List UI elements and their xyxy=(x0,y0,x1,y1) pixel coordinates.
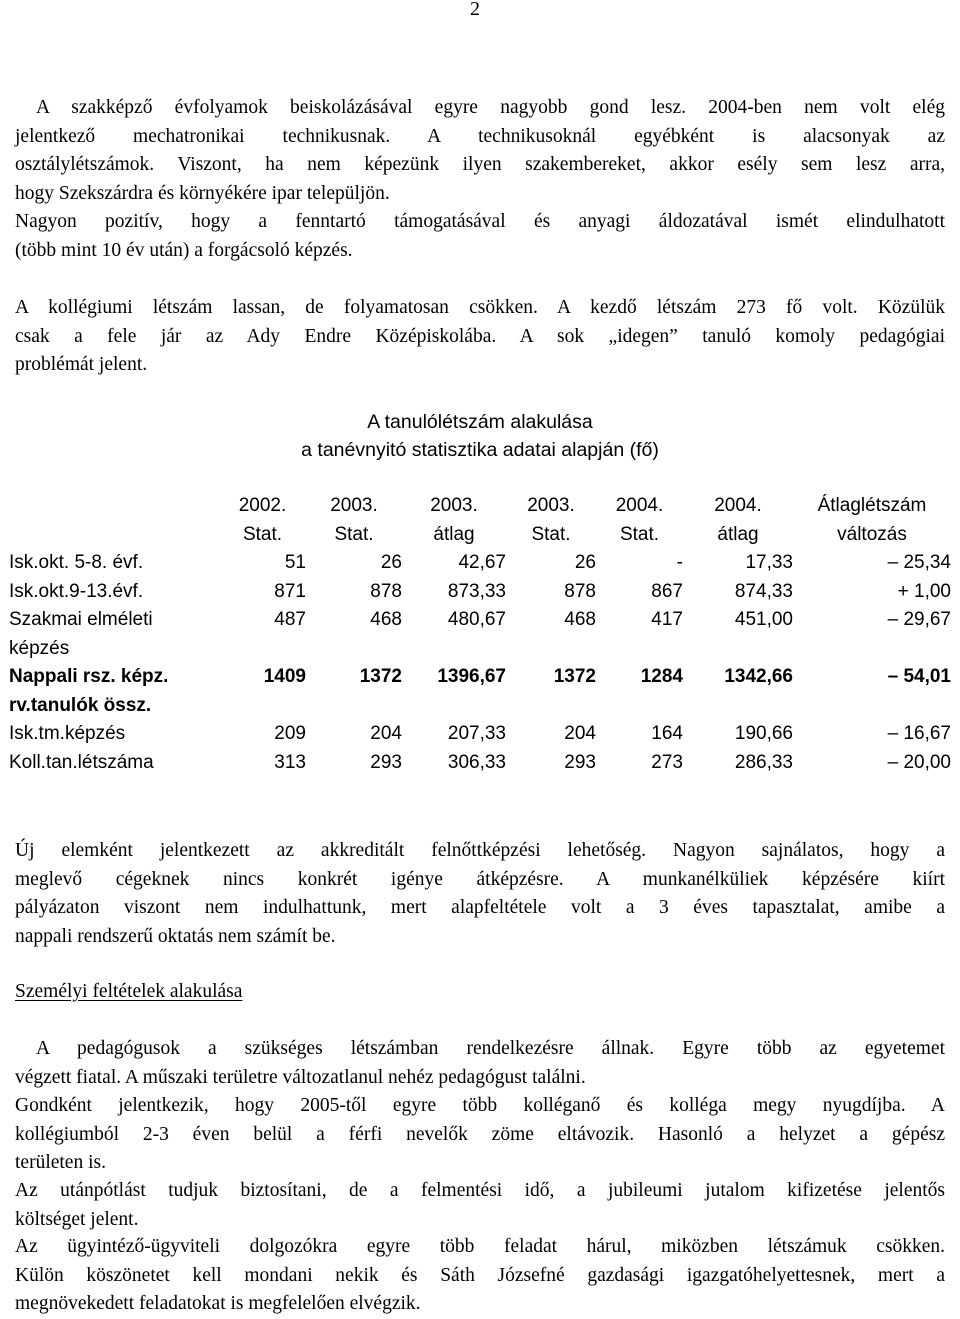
text-line: osztálylétszámok. Viszont, ha nem képezünk ilyen szakembereket, akkor esély sem lesz arra, xyxy=(15,154,945,176)
table-row xyxy=(9,606,951,663)
table-cell: 51 xyxy=(284,552,306,573)
text-line: megnövekedett feladatokat is megfelelően elvégzik. xyxy=(15,1293,421,1315)
text-line: meglevő cégeknek nincs konkrét igénye átképzésre. A munkanélküliek képzésére kiírt xyxy=(15,868,945,890)
table-cell: 878 xyxy=(370,580,402,602)
text-line: csak a fele jár az Ady Endre Középiskolába. A sok „idegen” tanuló komoly pedagógiai xyxy=(15,325,945,347)
text-line: hogy Szekszárdra és környékére ipar települjön. xyxy=(15,182,390,204)
table-cell: 293 xyxy=(370,751,402,773)
column-header: 2004. átlag xyxy=(714,495,762,545)
table-title: A tanulólétszám alakulása xyxy=(367,411,593,433)
table-cell: 1342,66 xyxy=(724,666,793,687)
text-line: A kollégiumi létszám lassan, de folyamatosan csökken. A kezdő létszám 273 fő volt. Közülük xyxy=(15,297,945,318)
table-cell: + 1,00 xyxy=(897,580,951,602)
column-header: 2003. átlag xyxy=(430,495,478,545)
table-cell: 871 xyxy=(274,580,306,602)
table-cell: 273 xyxy=(651,751,683,773)
paragraph-adult-education xyxy=(15,837,945,951)
table-cell: – 54,01 xyxy=(887,666,951,687)
text-line: Az utánpótlást tudjuk biztosítani, de a felmentési idő, a jubileumi jutalom kifizetése jelentős xyxy=(15,1180,945,1201)
table-row xyxy=(9,578,951,607)
text-line: területen is. xyxy=(15,1152,106,1174)
table-cell: 26 xyxy=(574,552,596,573)
table-cell: 204 xyxy=(564,723,596,744)
table-row xyxy=(9,749,951,778)
table-cell: 451,00 xyxy=(734,609,793,630)
text-line: A szakképző évfolyamok beiskolázásával egyre nagyobb gond lesz. 2004-ben nem volt elég xyxy=(36,97,945,118)
table-cell: 17,33 xyxy=(745,552,793,573)
paragraph-machining xyxy=(15,208,945,265)
table-cell: 1409 xyxy=(263,666,306,687)
table-cell: 209 xyxy=(274,723,306,744)
table-cell: 480,67 xyxy=(447,609,506,630)
table-cell: 293 xyxy=(564,751,596,773)
table-cell: 487 xyxy=(274,609,306,630)
row-label: Isk.okt.9-13.évf. xyxy=(9,580,144,602)
table-cell: 878 xyxy=(564,580,596,602)
row-label: Isk.okt. 5-8. évf. xyxy=(9,552,144,573)
column-header: Átlaglétszám változás xyxy=(817,495,927,545)
table-cell: 286,33 xyxy=(734,751,793,773)
table-row xyxy=(9,549,951,578)
table-row-total xyxy=(9,663,951,720)
row-label: Nappali rsz. képz. rv.tanulók össz. xyxy=(9,666,169,716)
text-line: pályázaton viszont nem indulhattunk, mert alapfeltétele volt a 3 éves tapasztalat, amibe a xyxy=(15,897,945,919)
row-label: Koll.tan.létszáma xyxy=(9,751,154,773)
table-cell: 468 xyxy=(370,609,402,630)
column-header: 2003. Stat. xyxy=(330,495,378,545)
column-header: 2002. Stat. xyxy=(238,495,287,545)
column-header: 2003. Stat. xyxy=(527,495,575,545)
page-number: 2 xyxy=(470,0,480,20)
text-line: jelentkező mechatronikai technikusnak. A technikusoknál egyébként is alacsonyak az xyxy=(15,125,945,147)
table-cell: – 25,34 xyxy=(887,552,951,573)
table-cell: 26 xyxy=(380,552,402,573)
table-row xyxy=(9,720,951,749)
table-cell: 417 xyxy=(651,609,683,630)
table-cell: 1372 xyxy=(359,666,402,687)
student-count-table xyxy=(9,492,951,777)
table-cell: 164 xyxy=(651,723,683,744)
table-cell: 1284 xyxy=(640,666,683,687)
text-line: Gondként jelentkezik, hogy 2005-től egyre több kolléganő és kolléga megy nyugdíjba. A xyxy=(15,1095,945,1116)
table-cell: 874,33 xyxy=(734,580,793,602)
section-heading: Személyi feltételek alakulása xyxy=(15,981,243,1002)
text-line: problémát jelent. xyxy=(15,354,148,376)
row-label: Isk.tm.képzés xyxy=(9,723,126,744)
text-line: (több mint 10 év után) a forgácsoló képzés. xyxy=(15,239,353,261)
text-line: nappali rendszerű oktatás nem számít be. xyxy=(15,925,336,947)
table-cell: 1396,67 xyxy=(437,666,506,687)
table-cell: 468 xyxy=(564,609,596,630)
table-cell: 306,33 xyxy=(447,751,506,773)
table-header-row xyxy=(9,492,951,549)
column-header: 2004. Stat. xyxy=(615,495,664,545)
table-cell: 42,67 xyxy=(458,552,506,573)
table-cell: 207,33 xyxy=(447,723,506,744)
table-cell: - xyxy=(676,552,683,573)
table-cell: 867 xyxy=(651,580,683,602)
table-cell: 873,33 xyxy=(447,580,506,602)
text-line: Külön köszönetet kell mondani nekik és Sáth Józsefné gazdasági igazgatóhelyettesnek, mert a xyxy=(15,1264,945,1286)
paragraph-administration xyxy=(15,1233,945,1319)
paragraph-dormitory xyxy=(15,294,945,380)
paragraph-replacement xyxy=(15,1177,945,1234)
table-cell: – 20,00 xyxy=(887,751,951,773)
paragraph-teachers xyxy=(15,1035,945,1092)
paragraph-retirement xyxy=(15,1092,945,1178)
text-line: A pedagógusok a szükséges létszámban rendelkezésre állnak. Egyre több az egyetemet xyxy=(36,1038,945,1059)
table-cell: 190,66 xyxy=(734,723,793,744)
table-cell: 204 xyxy=(370,723,402,744)
text-line: költséget jelent. xyxy=(15,1208,139,1230)
text-line: kollégiumból 2-3 éven belül a férfi nevelők zöme eltávozik. Hasonló a helyzet a gépész xyxy=(15,1123,945,1145)
paragraph-vocational xyxy=(15,94,945,208)
table-cell: – 16,67 xyxy=(887,723,951,744)
row-label: Szakmai elméleti képzés xyxy=(9,609,153,659)
text-line: Nagyon pozitív, hogy a fenntartó támogatásával és anyagi áldozatával ismét elindulhatott xyxy=(15,211,945,232)
text-line: Az ügyintéző-ügyviteli dolgozókra egyre több feladat hárul, miközben létszámuk csökken. xyxy=(15,1236,945,1257)
table-cell: 1372 xyxy=(553,666,596,687)
table-subtitle: a tanévnyitó statisztika adatai alapján (fő) xyxy=(301,439,659,461)
text-line: végzett fiatal. A műszaki területre változatlanul nehéz pedagógust találni. xyxy=(15,1066,586,1088)
table-cell: 313 xyxy=(274,751,306,773)
table-cell: – 29,67 xyxy=(887,609,951,630)
text-line: Új elemként jelentkezett az akkreditált felnőttképzési lehetőség. Nagyon sajnálatos, hogy a xyxy=(15,840,945,861)
